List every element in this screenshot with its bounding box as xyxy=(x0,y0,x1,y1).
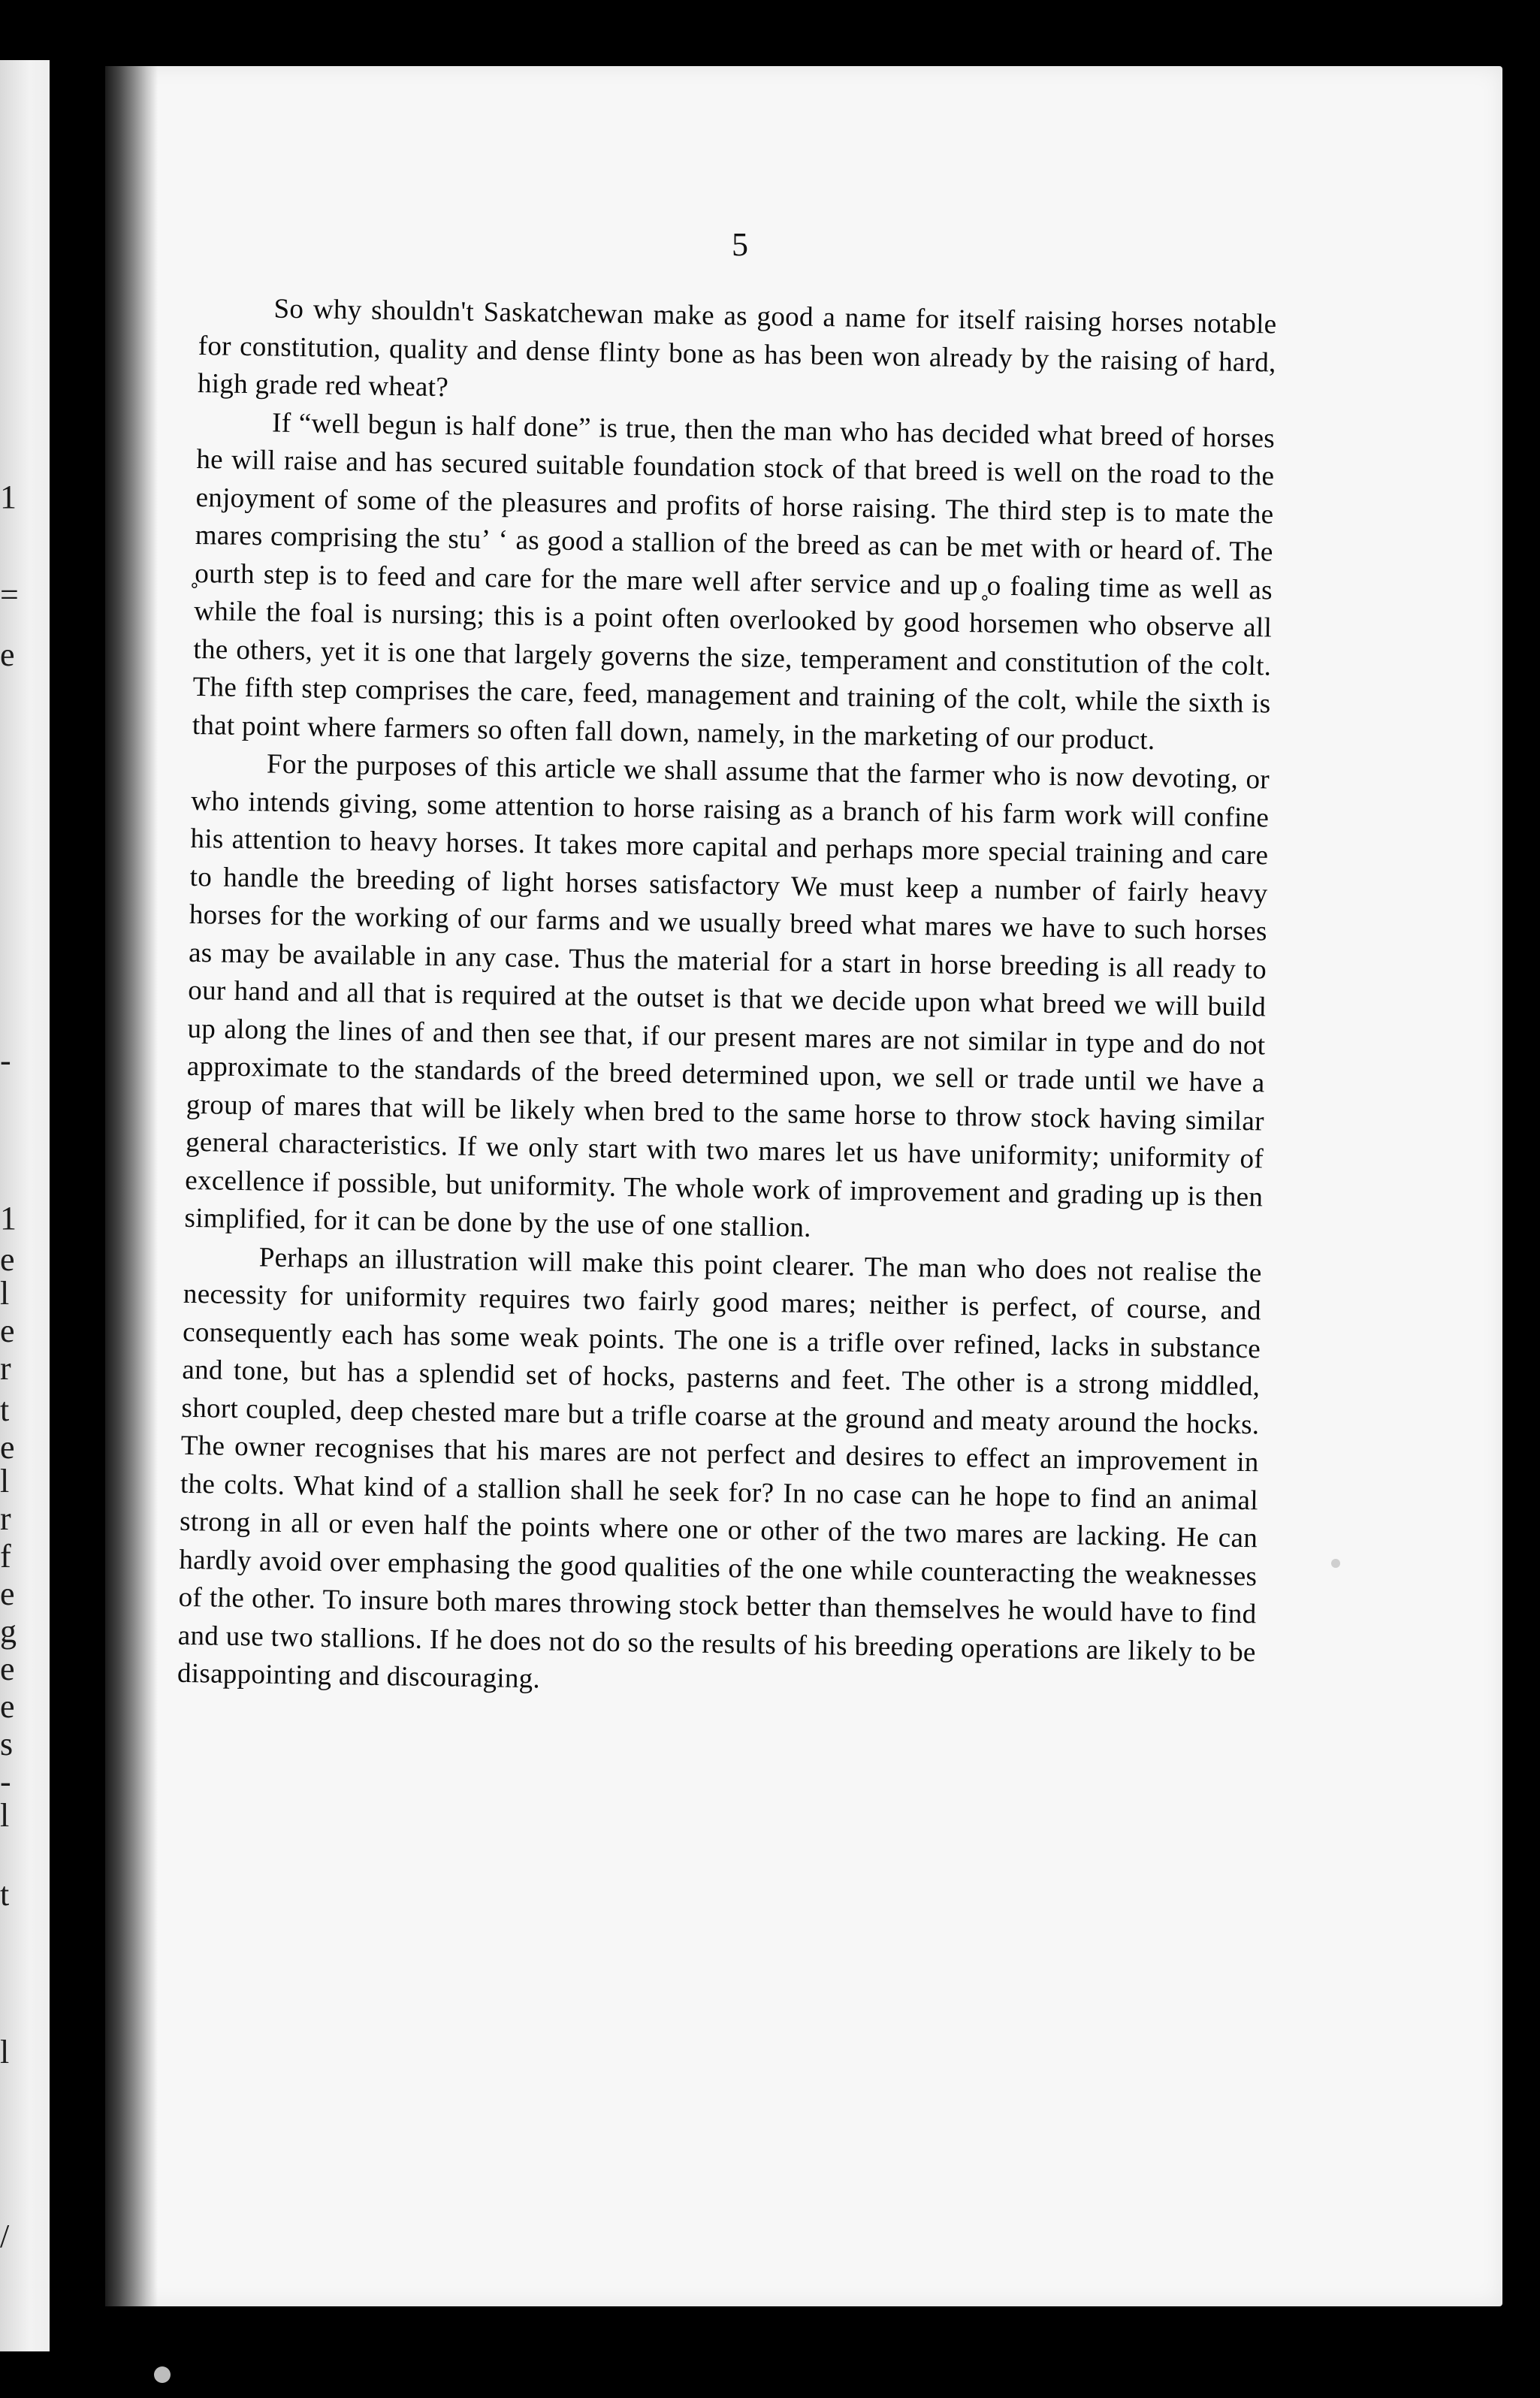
margin-letter: 1 xyxy=(0,479,17,515)
margin-letter: e xyxy=(0,636,15,673)
margin-letter: s xyxy=(0,1726,14,1762)
paragraph: So why shouldn't Saskatchewan make as good a name for itself raising horses notable for constitution, quality and dense flinty bone as has been won already by the raising of hard, high grade red wheat? xyxy=(197,293,1277,403)
article-body xyxy=(177,289,1277,1710)
margin-letter: e xyxy=(0,1575,15,1612)
margin-letter: t xyxy=(0,1391,10,1428)
page-gutter-shadow xyxy=(105,66,158,2306)
margin-letter: 1 xyxy=(0,1200,17,1237)
margin-letter: r xyxy=(0,1500,11,1537)
paper-speck xyxy=(154,2366,171,2383)
paragraph: For the purposes of this article we shall assume that the farmer who is now devoting, or who intends giving, some attention to horse raising as a branch of his farm work will confine his attention to heavy horses. It takes more capital and perhaps more special training and care to handle the breeding of light horses satisfactory We must keep a number of fairly heavy horses for the working of our farms and we usually breed what mares we have to such horses as may be available in any case. Thus the material for a start in horse breeding is all ready to our hand and all that is required at the outset is that we decide upon what breed we will build up along the lines of and then see that, if our present mares are not similar in type and do not approximate to the standards of the breed determined upon, we sell or trade until we have a group of mares that will be likely when bred to the same horse to throw stock having similar general characteristics. If we only start with two mares let us have uniformity; uniformity of excellence if possible, but uniformity. The whole work of improvement and grading up is then simplified, for it can be done by the use of one stallion. xyxy=(184,748,1270,1243)
paragraph: If “well begun is half done” is true, then the man who has decided what breed of horses he will raise and has secured suitable foundation stock of that breed is well on the road to the enjoyment of some of the pleasures and profits of horse raising. The third step is to mate the mares comprising the stuʼ ʻ as good a stallion of the breed as can be met with or heard of. The ̥ourth step is to feed and care for the mare well after service and up ̥o foaling time as well as while the foal is nursing; this is a point often overlooked by good horsemen who observe all the others, yet it is one that largely governs the size, temperament and constitution of the colt. The fifth step comprises the care, feed, management and training of the colt, while the sixth is that point where farmers so often fall down, namely, in the marketing of our product. xyxy=(192,407,1276,756)
margin-letter: e xyxy=(0,1429,15,1466)
margin-letter: - xyxy=(0,1763,11,1800)
paper-speck xyxy=(1331,1559,1340,1568)
margin-letter: / xyxy=(0,2218,10,2255)
margin-letter: r xyxy=(0,1350,11,1387)
margin-letter: e xyxy=(0,1688,15,1725)
margin-letter: g xyxy=(0,1613,17,1650)
margin-letter: l xyxy=(0,1275,10,1312)
margin-letter: e xyxy=(0,1651,15,1687)
margin-letter: e xyxy=(0,1241,15,1278)
margin-letter: = xyxy=(0,576,19,613)
paragraph: Perhaps an illustration will make this point clearer. The man who does not realise the necessity for uniformity requires two fairly good mares; neither is perfect, of course, and consequently each has some weak points. The one is a trifle over refined, lacks in substance and tone, but has a splendid set of hocks, pasterns and feet. The other is a strong middled, short coupled, deep chested mare but a trifle coarse at the ground and meaty around the hocks. The owner recognises that his mares are not perfect and desires to effect an improvement in the colts. What kind of a stallion shall he seek for? In no case can he hope to find an animal strong in all or even half the points where one or other of the two mares are lacking. He can hardly avoid over emphasing the good qualities of the one while counteracting the weaknesses of the other. To insure both mares throwing stock better than themselves he would have to find and use two stallions. If he does not do so the results of his breeding operations are likely to be disappointing and discouraging. xyxy=(177,1241,1262,1695)
margin-letter: l xyxy=(0,1463,10,1500)
page-number: 5 xyxy=(732,226,748,263)
margin-letter: e xyxy=(0,1312,15,1349)
margin-letter: - xyxy=(0,1042,11,1079)
margin-letter: f xyxy=(0,1538,11,1575)
margin-letter: t xyxy=(0,1876,10,1913)
margin-letter: l xyxy=(0,1797,10,1834)
margin-letter: l xyxy=(0,2034,10,2070)
